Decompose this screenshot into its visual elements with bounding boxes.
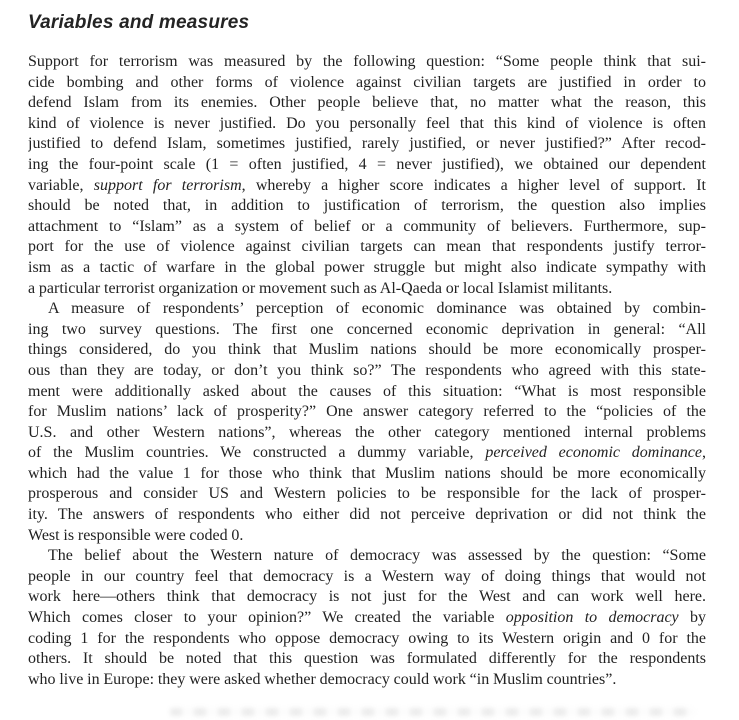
text-line [28,258,706,279]
text-segment: port for the use of violence against civilian targets can mean that respondents justify terror- [28,238,706,256]
text-segment: ity. The answers of respondents who either did not perceive deprivation or did not think the [28,506,706,524]
text-segment: defend Islam from its enemies. Other people believe that, no matter what the reason, this [28,94,706,112]
text-segment: The belief about the Western nature of democracy was assessed by the question: “Some [48,547,706,565]
text-line [28,587,706,608]
text-line [28,484,706,505]
text-segment: of the Muslim countries. We constructed a dummy variable, [28,444,486,462]
text-segment: which had the value 1 for those who think that Muslim nations should be more economically [28,464,706,482]
text-line [28,546,706,567]
variable-name-italic: opposition to democracy [505,609,679,627]
text-line [28,526,706,547]
text-segment: work here—others think that democracy is not just for the West and can work well here. [28,588,706,606]
text-segment: by [678,609,706,627]
text-line [28,52,706,73]
text-segment: kind of violence is never justified. Do you personally feel that this kind of violence is often [28,114,706,132]
text-segment: prosperous and consider US and Western policies to be responsible for the lack of prosper- [28,485,706,503]
text-segment: for Muslim nations’ lack of prosperity?” One answer category referred to the “policies of the [28,403,706,421]
text-line [28,567,706,588]
text-segment: others. It should be noted that this question was formulated differently for the respondents [28,650,706,668]
text-line [28,464,706,485]
text-segment: coding 1 for the respondents who oppose democracy owing to its Western origin and 0 for the [28,629,706,647]
text-line [28,320,706,341]
text-line [28,402,706,423]
text-line [28,382,706,403]
text-segment: variable, [28,176,94,194]
text-line [28,217,706,238]
text-line [28,443,706,464]
text-line [28,649,706,670]
text-line [28,340,706,361]
text-segment: Which comes closer to your opinion?” We created the variable [28,609,506,627]
text-line [28,299,706,320]
text-segment: should be noted that, in addition to justification of terrorism, the question also implies [28,197,706,215]
text-segment: West is responsible were coded 0. [28,526,244,544]
text-line [28,155,706,176]
text-line [28,93,706,114]
text-line [28,423,706,444]
variable-name-italic: support for terrorism [93,176,242,194]
text-line [28,134,706,155]
text-line [28,629,706,650]
text-segment: ing the four-point scale (1 = often justified, 4 = never justified), we obtained our dependent [28,155,706,173]
text-segment: ous than they are today, or don’t you think so?” The respondents who agreed with this state- [28,361,706,379]
text-segment: , whereby a higher score indicates a higher level of support. It [241,176,706,194]
article-body [28,52,706,690]
section-heading: Variables and measures [28,12,250,33]
text-segment: people in our country feel that democracy is a Western way of doing things that would not [28,567,706,585]
text-segment: who live in Europe: they were asked whether democracy could work “in Muslim countries”. [28,670,617,688]
text-segment: justified to defend Islam, sometimes justified, rarely justified, or never justified?” After recod- [28,135,706,153]
text-line [28,505,706,526]
text-segment: ment were additionally asked about the causes of this situation: “What is most responsible [28,382,706,400]
text-segment: ing two survey questions. The first one concerned economic deprivation in general: “All [28,320,706,338]
text-segment: A measure of respondents’ perception of economic dominance was obtained by combin- [48,300,706,318]
text-line [28,237,706,258]
cut-off-text-scan-artifact [170,708,695,716]
text-segment: a particular terrorist organization or movement such as Al-Qaeda or local Islamist militants. [28,279,613,297]
text-line [28,361,706,382]
text-line [28,196,706,217]
text-segment: cide bombing and other forms of violence against civilian targets are justified in order to [28,73,706,91]
text-segment: attachment to “Islam” as a system of belief or a community of believers. Furthermore, sup- [28,217,706,235]
text-line [28,279,706,300]
text-line [28,670,706,691]
text-line [28,114,706,135]
text-line [28,73,706,94]
text-segment: Support for terrorism was measured by the following question: “Some people think that sui- [28,53,706,70]
text-segment: U.S. and other Western nations”, whereas the other category mentioned internal problems [28,423,706,441]
text-line [28,176,706,197]
text-segment: things considered, do you think that Muslim nations should be more economically prosper- [28,341,706,359]
text-line [28,608,706,629]
text-segment: ism as a tactic of warfare in the global power struggle but might also indicate sympathy with [28,258,706,276]
text-segment: , [701,444,706,462]
variable-name-italic: perceived economic dominance [485,444,702,462]
